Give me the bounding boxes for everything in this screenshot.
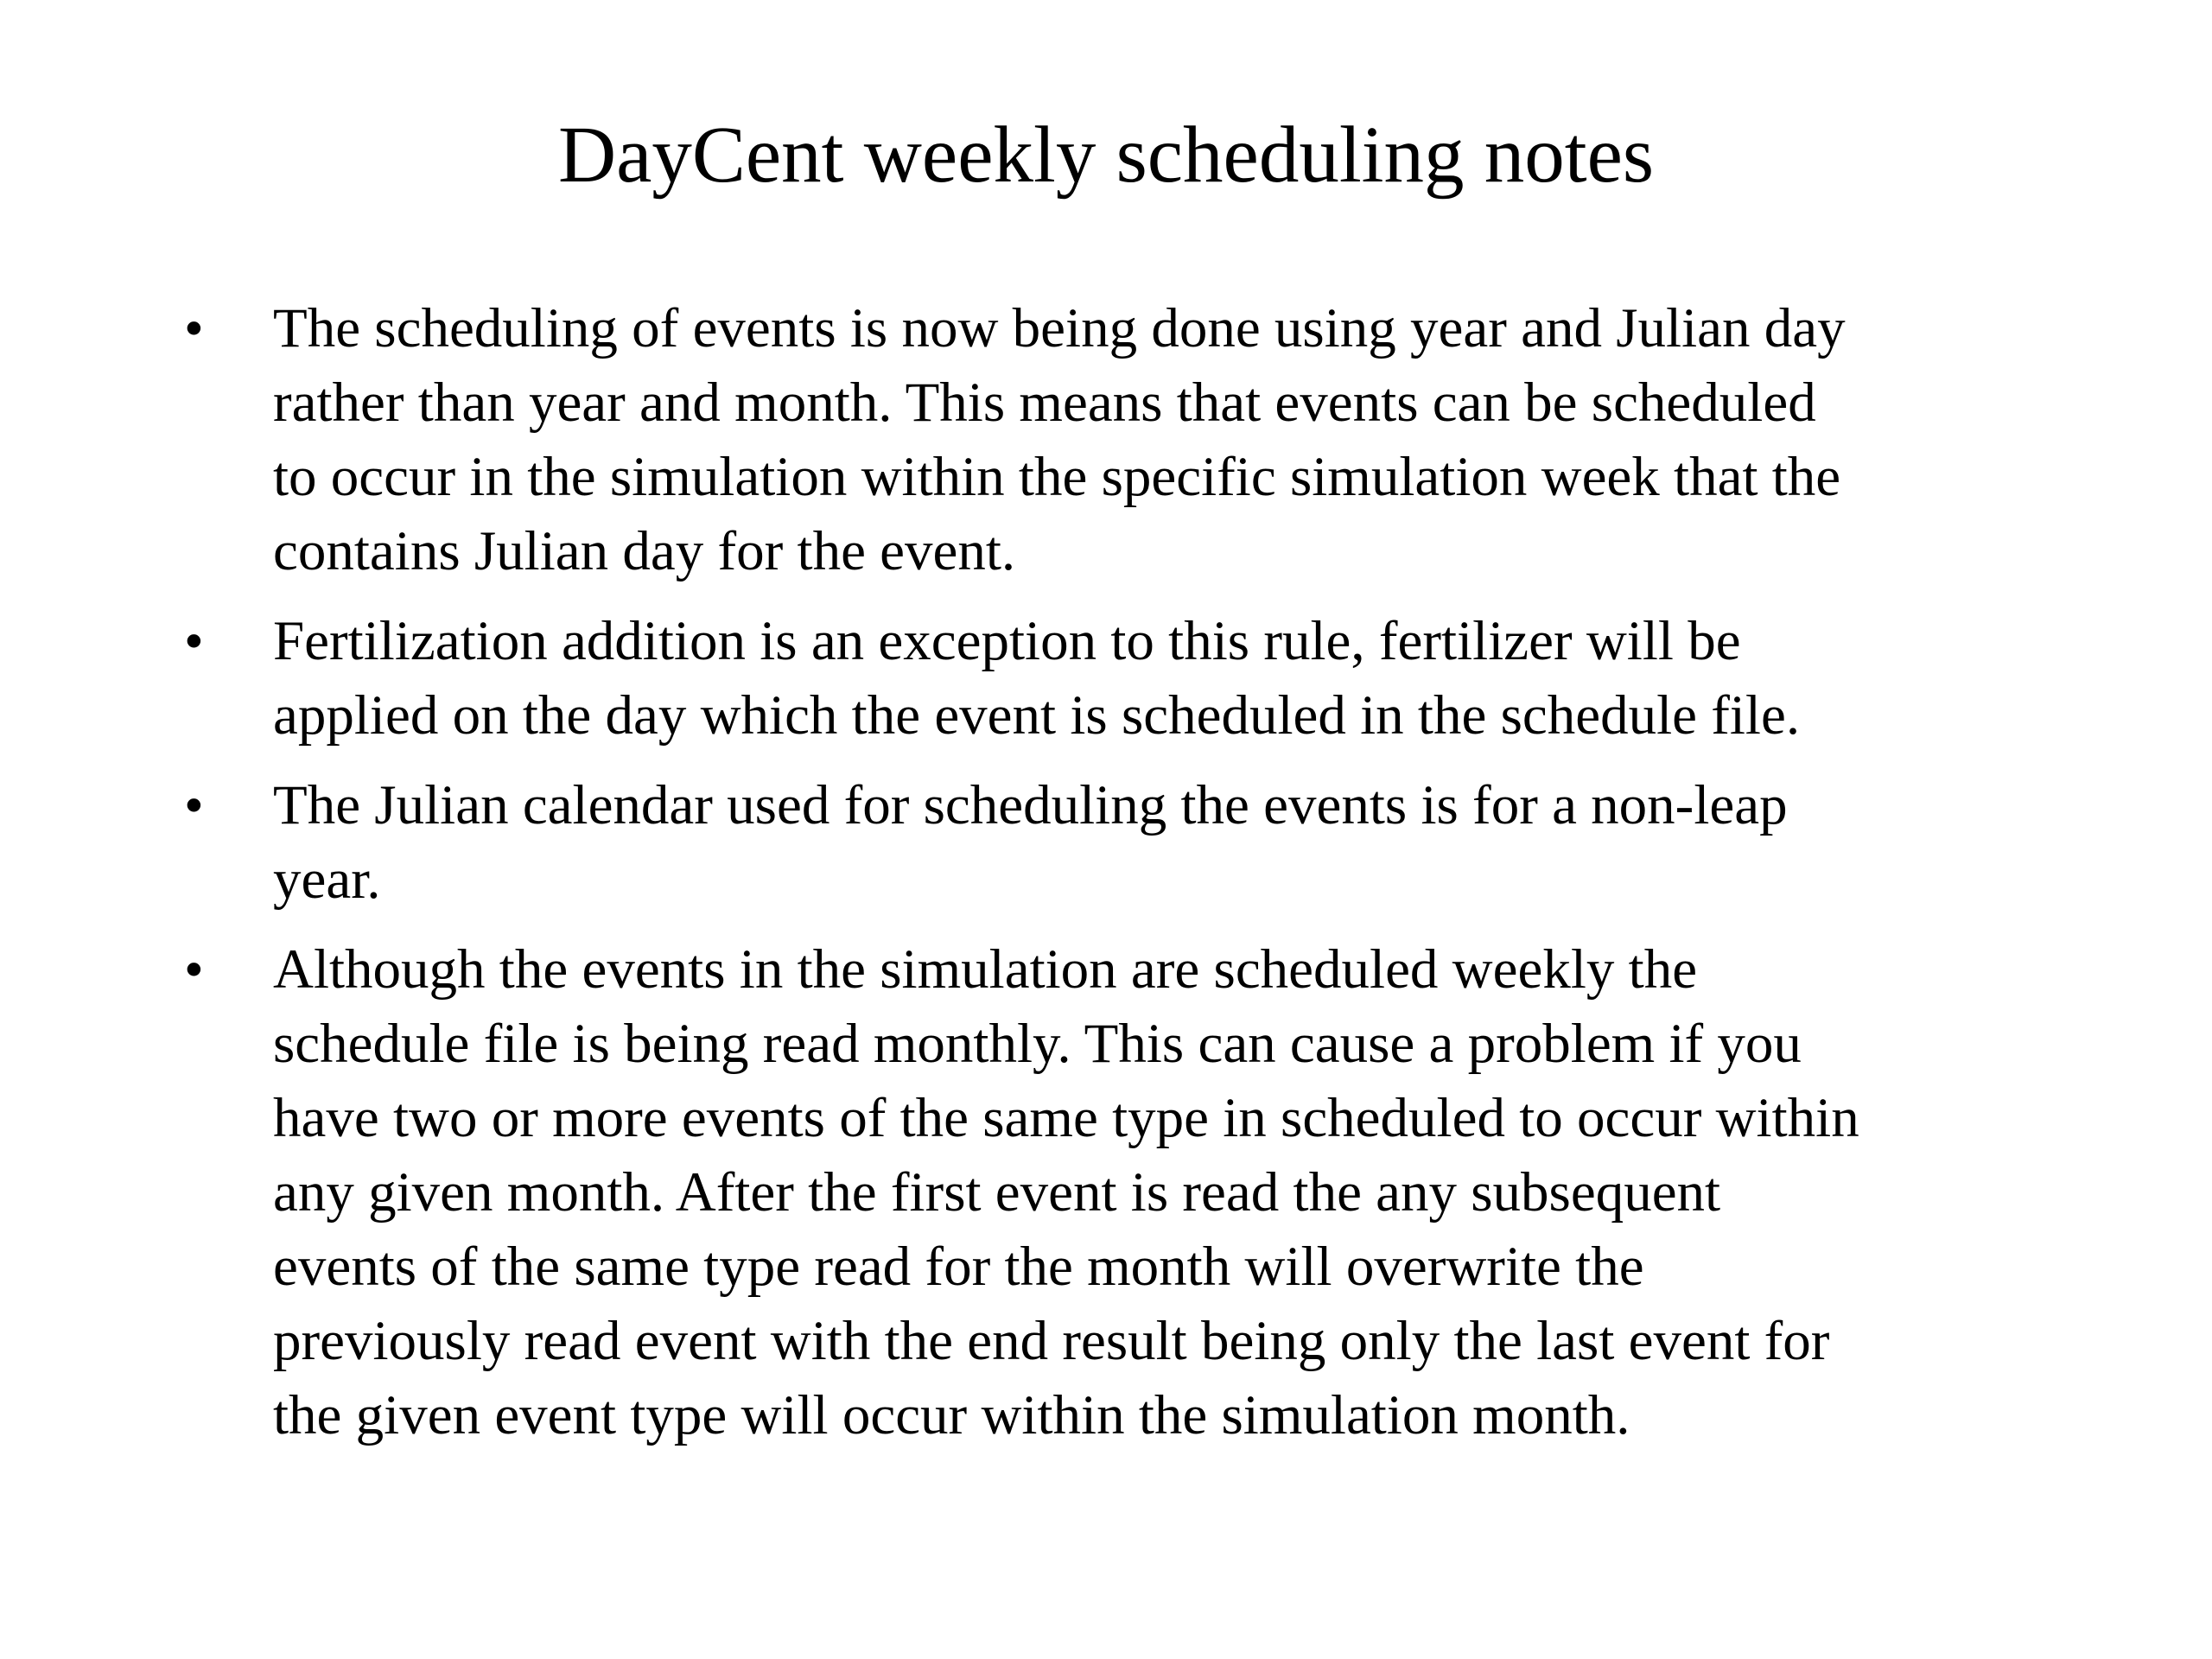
bullet-text-line: rather than year and month. This means that events can be scheduled [273,372,1816,434]
bullet-text-line: the given event type will occur within the simulation month. [273,1384,1630,1446]
bullet-text-line: The Julian calendar used for scheduling the events is for a non-leap [273,774,1788,836]
bullet-text-line: The scheduling of events is now being done using year and Julian day [273,297,1846,359]
bullet-item [184,604,2085,753]
bullet-text-line: Although the events in the simulation are scheduled weekly the [273,938,1698,1001]
bullet-text-line: previously read event with the end result being only the last event for [273,1310,1830,1372]
bullet-text-line: year. [273,849,381,911]
slide-title: DayCent weekly scheduling notes [557,111,1655,200]
bullet-dot-icon: • [184,938,204,1001]
bullet-text-line: contains Julian day for the event. [273,520,1016,582]
bullet-dot-icon: • [184,610,204,672]
bullet-text-line: any given month. After the first event is read the any subsequent [273,1161,1721,1224]
bullet-text-line: to occur in the simulation within the specific simulation week that the [273,446,1841,508]
bullet-item [184,932,2085,1452]
bullet-text-line: schedule file is being read monthly. This can cause a problem if you [273,1013,1802,1075]
bullet-list [184,291,2085,1468]
bullet-text-line: events of the same type read for the month will overwrite the [273,1236,1644,1298]
bullet-item [184,768,2085,917]
bullet-dot-icon: • [184,297,204,359]
bullet-item [184,291,2085,588]
bullet-text-line: applied on the day which the event is scheduled in the schedule file. [273,684,1801,747]
bullet-dot-icon: • [184,774,204,836]
bullet-text-line: have two or more events of the same type in scheduled to occur within [273,1087,1859,1149]
bullet-text-line: Fertilization addition is an exception to this rule, fertilizer will be [273,610,1741,672]
